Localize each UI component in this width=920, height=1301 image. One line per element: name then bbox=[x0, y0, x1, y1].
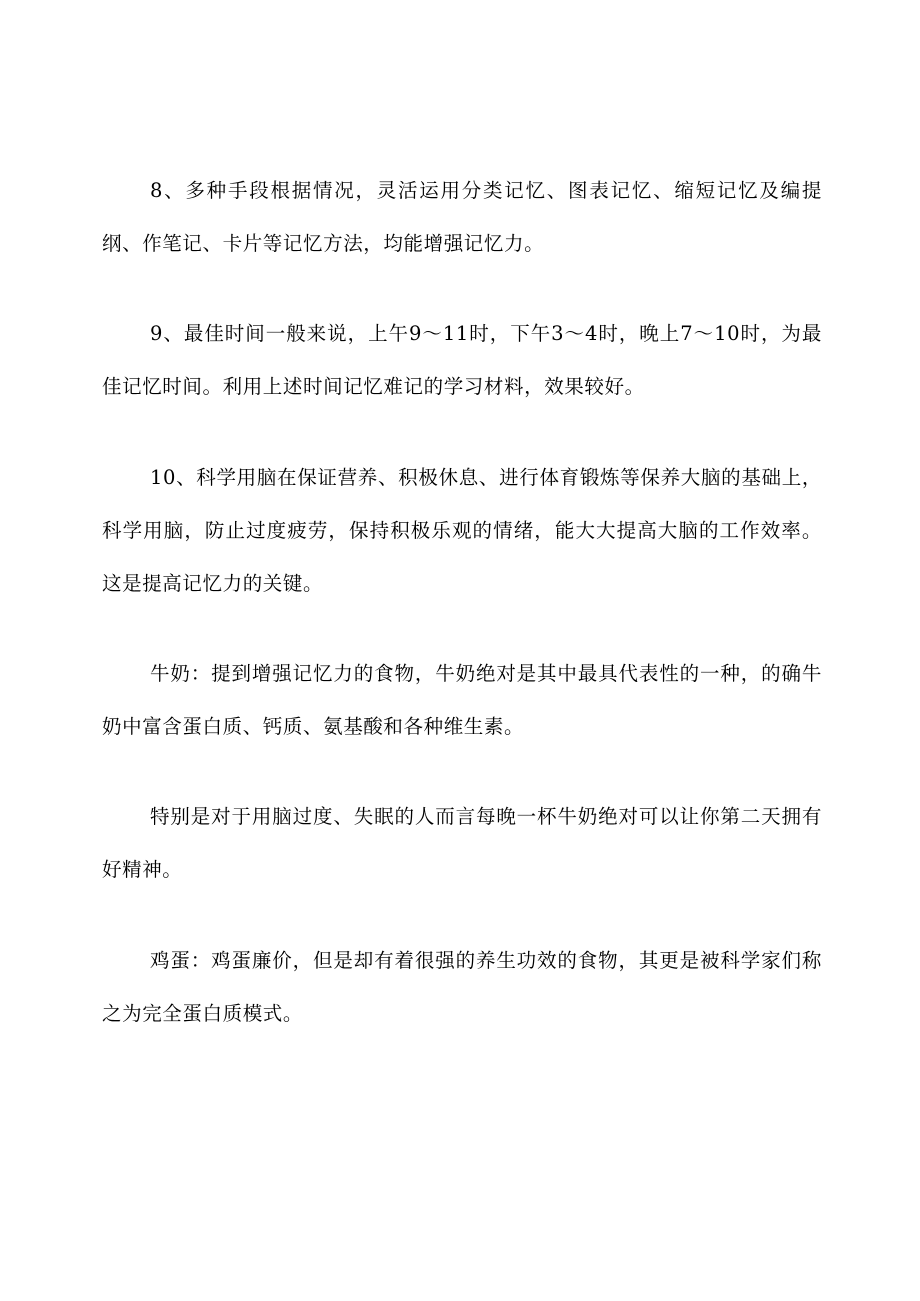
paragraph-memory-methods: 8、多种手段根据情况，灵活运用分类记忆、图表记忆、缩短记忆及编提纲、作笔记、卡片等记忆方法，均能增强记忆力。 bbox=[102, 179, 822, 255]
paragraph-eggs: 鸡蛋：鸡蛋廉价，但是却有着很强的养生功效的食物，其更是被科学家们称之为完全蛋白质模式。 bbox=[102, 949, 822, 1025]
paragraph-milk-night: 特别是对于用脑过度、失眠的人而言每晚一杯牛奶绝对可以让你第二天拥有好精神。 bbox=[102, 805, 822, 881]
paragraph-milk: 牛奶：提到增强记忆力的食物，牛奶绝对是其中最具代表性的一种，的确牛奶中富含蛋白质、钙质、氨基酸和各种维生素。 bbox=[102, 662, 822, 738]
paragraph-scientific-brain-use: 10、科学用脑在保证营养、积极休息、进行体育锻炼等保养大脑的基础上，科学用脑，防止过度疲劳，保持积极乐观的情绪，能大大提高大脑的工作效率。这是提高记忆力的关键。 bbox=[102, 466, 822, 595]
paragraph-best-time: 9、最佳时间一般来说，上午9～11时，下午3～4时，晚上7～10时，为最佳记忆时间。利用上述时间记忆难记的学习材料，效果较好。 bbox=[102, 322, 822, 398]
